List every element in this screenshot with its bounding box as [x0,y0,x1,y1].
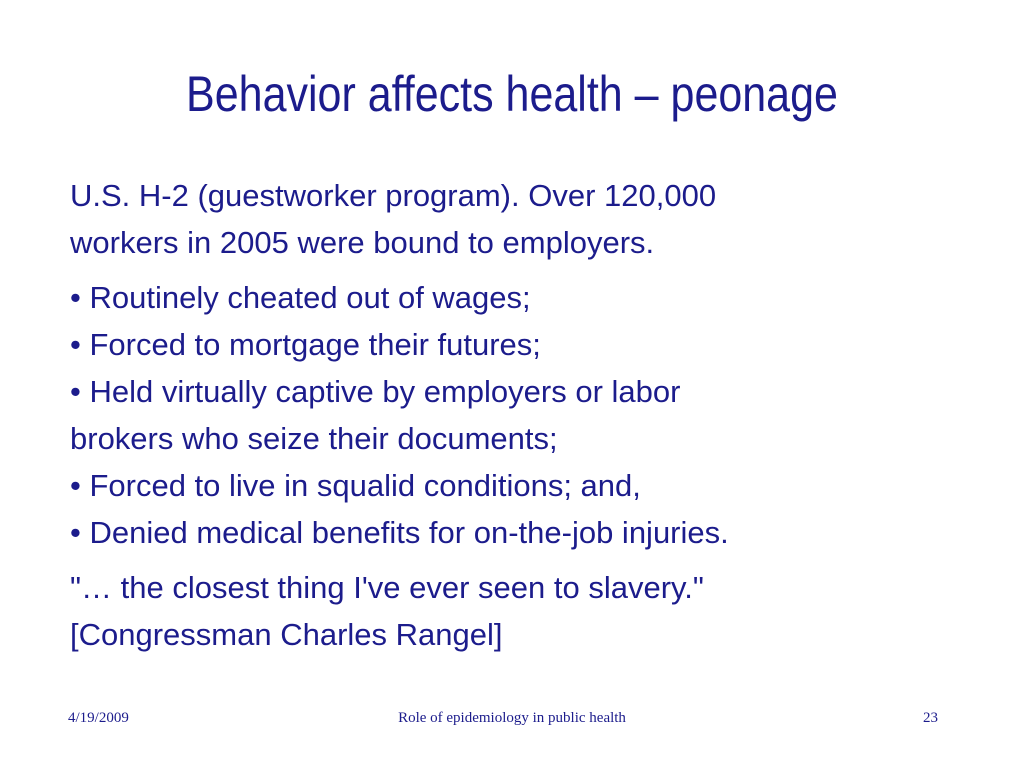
bullet-line-3: • Held virtually captive by employers or labor [70,374,681,409]
bullet-line-1: • Routinely cheated out of wages; [70,280,531,315]
slide-title: Behavior affects health – peonage [186,66,838,122]
bullet-line-6: • Denied medical benefits for on-the-job injuries. [70,515,729,550]
quote-paragraph [70,564,970,658]
bullet-line-5: • Forced to live in squalid conditions; and, [70,468,641,503]
intro-paragraph [70,172,970,266]
footer-title: Role of epidemiology in public health [398,710,626,726]
bullet-line-4: brokers who seize their documents; [70,421,558,456]
bullet-list [70,274,970,556]
intro-line-2: workers in 2005 were bound to employers. [70,225,655,260]
quote-line-2: [Congressman Charles Rangel] [70,617,503,652]
footer-date: 4/19/2009 [68,710,129,726]
bullet-line-2: • Forced to mortgage their futures; [70,327,541,362]
slide-body [70,172,970,658]
page-number: 23 [923,710,938,726]
intro-line-1: U.S. H-2 (guestworker program). Over 120,000 [70,178,717,213]
quote-line-1: "… the closest thing I've ever seen to slavery." [70,570,704,605]
